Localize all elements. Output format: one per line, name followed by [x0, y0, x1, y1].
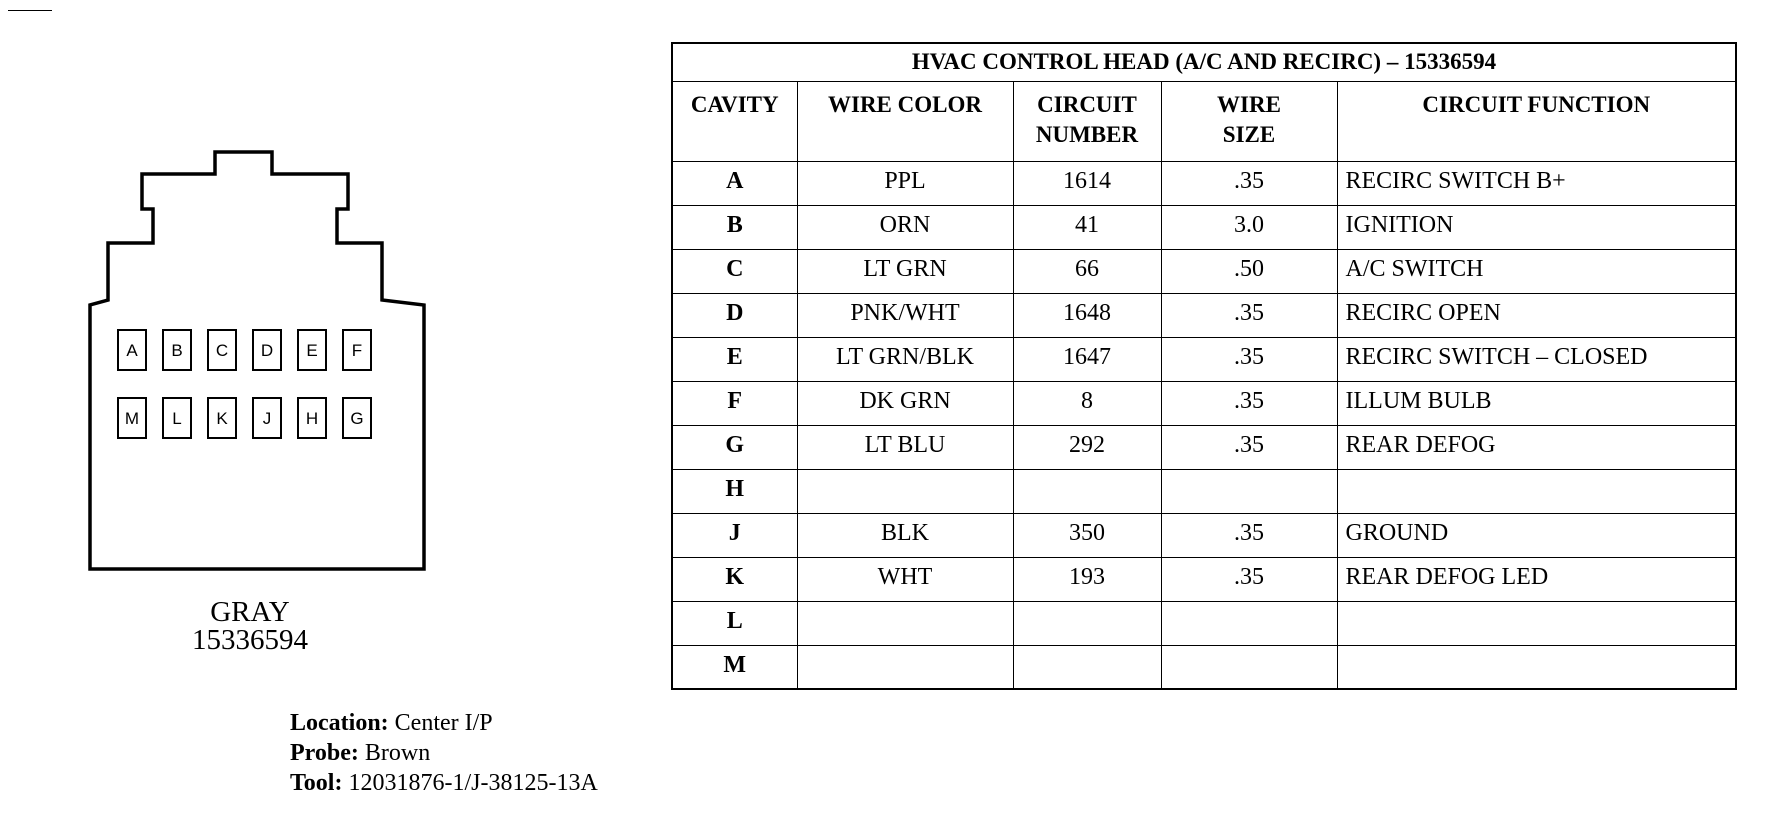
table-row	[672, 425, 1736, 469]
cell-wire-color: WHT	[797, 557, 1013, 601]
cell-wire-color: PNK/WHT	[797, 293, 1013, 337]
cell-circuit-number	[1013, 601, 1161, 645]
cell-cavity: L	[672, 601, 797, 645]
table-row	[672, 513, 1736, 557]
cell-circuit-function: RECIRC SWITCH B+	[1337, 161, 1736, 205]
cell-wire-size: .50	[1161, 249, 1337, 293]
location-value: Center I/P	[394, 710, 493, 736]
cell-circuit-number: 41	[1013, 205, 1161, 249]
cell-circuit-number: 193	[1013, 557, 1161, 601]
cell-cavity: A	[672, 161, 797, 205]
connector-part-number: 15336594	[192, 624, 308, 656]
cell-circuit-function	[1337, 601, 1736, 645]
cell-cavity: E	[672, 337, 797, 381]
cell-wire-size: .35	[1161, 425, 1337, 469]
table-header-row	[672, 81, 1736, 161]
cell-circuit-number: 8	[1013, 381, 1161, 425]
pin-label-h: H	[305, 409, 319, 428]
cell-wire-color: LT GRN/BLK	[797, 337, 1013, 381]
cell-circuit-function: RECIRC OPEN	[1337, 293, 1736, 337]
cell-circuit-number: 350	[1013, 513, 1161, 557]
tool-row	[290, 768, 598, 798]
connector-info	[290, 708, 598, 798]
pins-top-row	[118, 330, 371, 370]
cell-circuit-number: 292	[1013, 425, 1161, 469]
cell-wire-size: .35	[1161, 557, 1337, 601]
cell-wire-size: .35	[1161, 293, 1337, 337]
header-cavity: CAVITY	[672, 81, 797, 161]
cell-wire-size	[1161, 469, 1337, 513]
header-circuit-function: CIRCUIT FUNCTION	[1337, 81, 1736, 161]
probe-value: Brown	[364, 740, 431, 766]
pin-label-d: D	[260, 341, 274, 360]
cell-circuit-function: REAR DEFOG LED	[1337, 557, 1736, 601]
cell-wire-size: 3.0	[1161, 205, 1337, 249]
cell-cavity: J	[672, 513, 797, 557]
cell-wire-size: .35	[1161, 513, 1337, 557]
cell-wire-size: .35	[1161, 161, 1337, 205]
pin-label-l: L	[172, 409, 182, 428]
cell-circuit-function	[1337, 469, 1736, 513]
cell-circuit-function: A/C SWITCH	[1337, 249, 1736, 293]
cell-cavity: F	[672, 381, 797, 425]
cell-cavity: G	[672, 425, 797, 469]
cell-wire-color: LT GRN	[797, 249, 1013, 293]
cell-wire-color: PPL	[797, 161, 1013, 205]
header-circuit-number-line1: CIRCUIT	[1037, 91, 1137, 117]
header-wire-size	[1161, 81, 1337, 161]
corner-rule	[8, 10, 52, 11]
cell-cavity: B	[672, 205, 797, 249]
cell-circuit-function: RECIRC SWITCH – CLOSED	[1337, 337, 1736, 381]
cell-cavity: D	[672, 293, 797, 337]
table-row	[672, 205, 1736, 249]
pin-label-a: A	[126, 341, 138, 360]
cell-wire-size	[1161, 645, 1337, 689]
pin-label-f: F	[351, 341, 363, 360]
pin-label-j: J	[262, 409, 272, 428]
pin-label-k: K	[216, 409, 228, 428]
table-row	[672, 381, 1736, 425]
pin-label-b: B	[171, 341, 183, 360]
cell-circuit-function: REAR DEFOG	[1337, 425, 1736, 469]
cell-circuit-number	[1013, 469, 1161, 513]
cell-wire-color: DK GRN	[797, 381, 1013, 425]
pin-label-c: C	[215, 341, 229, 360]
cell-circuit-function	[1337, 645, 1736, 689]
table-title: HVAC CONTROL HEAD (A/C AND RECIRC) – 15336594	[672, 43, 1736, 81]
cell-wire-color	[797, 469, 1013, 513]
tool-label: Tool:	[290, 770, 343, 796]
header-circuit-number	[1013, 81, 1161, 161]
pin-label-m: M	[124, 409, 140, 428]
table-row	[672, 469, 1736, 513]
cell-wire-size: .35	[1161, 381, 1337, 425]
header-circuit-number-line2: NUMBER	[1035, 121, 1139, 147]
tool-value: 12031876-1/J-38125-13A	[348, 770, 598, 796]
cell-circuit-number	[1013, 645, 1161, 689]
connector-color-label: GRAY	[210, 596, 290, 628]
cell-circuit-number: 1648	[1013, 293, 1161, 337]
header-wire-size-line2: SIZE	[1222, 121, 1276, 147]
header-wire-color: WIRE COLOR	[797, 81, 1013, 161]
probe-row	[290, 738, 598, 768]
cell-wire-color	[797, 601, 1013, 645]
cell-circuit-function: IGNITION	[1337, 205, 1736, 249]
table-row	[672, 293, 1736, 337]
pins-bottom-row	[118, 398, 371, 438]
cell-circuit-function: GROUND	[1337, 513, 1736, 557]
table-row	[672, 601, 1736, 645]
probe-label: Probe:	[290, 740, 359, 766]
cell-cavity: K	[672, 557, 797, 601]
cell-wire-color: ORN	[797, 205, 1013, 249]
cell-wire-color	[797, 645, 1013, 689]
cell-circuit-number: 1647	[1013, 337, 1161, 381]
header-wire-size-line1: WIRE	[1217, 91, 1281, 117]
table-row	[672, 249, 1736, 293]
location-row	[290, 708, 598, 738]
cell-wire-size	[1161, 601, 1337, 645]
connector-outline	[90, 152, 424, 569]
cell-cavity: H	[672, 469, 797, 513]
cell-wire-size: .35	[1161, 337, 1337, 381]
table-row	[672, 557, 1736, 601]
cell-wire-color: LT BLU	[797, 425, 1013, 469]
cell-circuit-function: ILLUM BULB	[1337, 381, 1736, 425]
pin-label-e: E	[306, 341, 318, 360]
table-row	[672, 645, 1736, 689]
location-label: Location:	[290, 710, 389, 736]
cell-circuit-number: 66	[1013, 249, 1161, 293]
connector-face-diagram	[88, 150, 428, 575]
cell-cavity: M	[672, 645, 797, 689]
table-row	[672, 161, 1736, 205]
pinout-table	[671, 42, 1737, 690]
cell-wire-color: BLK	[797, 513, 1013, 557]
pin-label-g: G	[350, 409, 364, 428]
cell-cavity: C	[672, 249, 797, 293]
cell-circuit-number: 1614	[1013, 161, 1161, 205]
table-row	[672, 337, 1736, 381]
